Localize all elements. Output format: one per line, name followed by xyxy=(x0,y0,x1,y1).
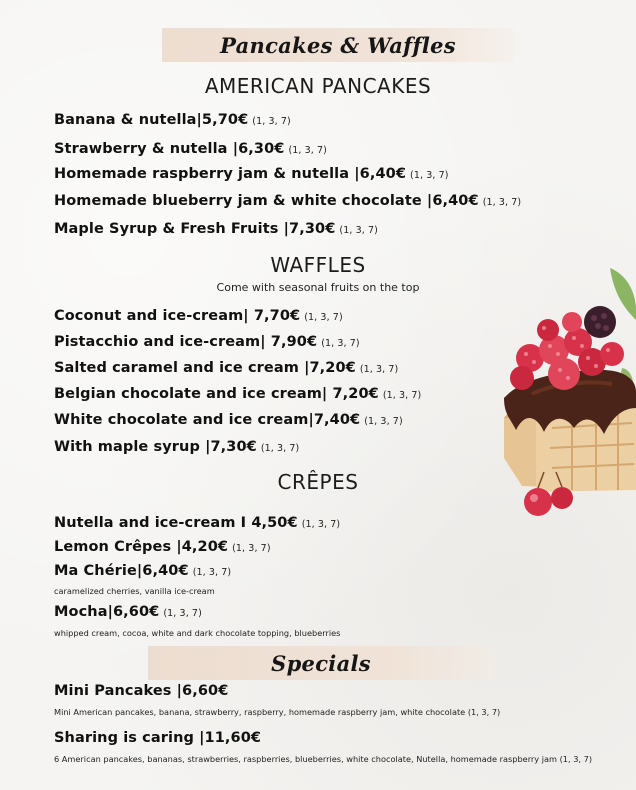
specials-title: Specials xyxy=(271,650,371,676)
item-name-price: Homemade blueberry jam & white chocolate |6,40€ xyxy=(54,193,479,209)
section-title-waffles: WAFFLES xyxy=(270,253,366,277)
waffle-with-berries-icon xyxy=(492,258,636,520)
item-name-price: Maple Syrup & Fresh Fruits |7,30€ xyxy=(54,221,336,237)
item-name-price: Mocha|6,60€ xyxy=(54,604,160,620)
menu-item xyxy=(54,308,343,324)
item-name-price: Homemade raspberry jam & nutella |6,40€ xyxy=(54,166,407,182)
allergens: (1, 3, 7) xyxy=(364,416,403,427)
menu-item xyxy=(54,683,228,699)
item-name-price: With maple syrup |7,30€ xyxy=(54,439,257,455)
menu-item xyxy=(54,166,449,182)
allergens: (1, 3, 7) xyxy=(359,364,399,375)
menu-item xyxy=(54,360,398,376)
item-name-price: Lemon Crêpes |4,20€ xyxy=(54,539,229,555)
allergens: (1, 3, 7) xyxy=(301,519,341,530)
menu-item xyxy=(54,193,521,209)
allergens: (1, 3, 7) xyxy=(252,116,291,127)
item-description: whipped cream, cocoa, white and dark chocolate topping, blueberries xyxy=(54,628,341,638)
item-name-price: Belgian chocolate and ice cream| 7,20€ xyxy=(54,386,379,402)
page-title: Pancakes & Waffles xyxy=(220,32,456,58)
allergens: (1, 3, 7) xyxy=(321,338,360,349)
allergens: (1, 3, 7) xyxy=(232,543,271,554)
item-name-price: Sharing is caring |11,60€ xyxy=(54,730,262,746)
allergens: (1, 3, 7) xyxy=(163,608,202,619)
item-description: caramelized cherries, vanilla ice-cream xyxy=(54,586,215,596)
waffles-note: Come with seasonal fruits on the top xyxy=(216,281,420,294)
menu-item xyxy=(54,112,291,128)
menu-item xyxy=(54,334,360,350)
menu-item xyxy=(54,515,340,531)
item-description: Mini American pancakes, banana, strawberry, raspberry, homemade raspberry jam, white chocolate (1, 3, 7) xyxy=(54,707,501,717)
allergens: (1, 3, 7) xyxy=(288,145,327,156)
item-name-price: Pistacchio and ice-cream| 7,90€ xyxy=(54,334,318,350)
menu-item xyxy=(54,539,271,555)
menu-item xyxy=(54,730,261,746)
item-name-price: Nutella and ice-cream I 4,50€ xyxy=(54,515,298,531)
title-banner xyxy=(162,28,514,62)
item-name-price: Banana & nutella|5,70€ xyxy=(54,112,249,128)
menu-item xyxy=(54,141,327,157)
section-title-crepes: CRÊPES xyxy=(277,470,359,494)
allergens: (1, 3, 7) xyxy=(482,197,522,208)
item-name-price: Ma Chérie|6,40€ xyxy=(54,563,189,579)
allergens: (1, 3, 7) xyxy=(304,312,343,323)
menu-item xyxy=(54,563,231,579)
item-description: 6 American pancakes, bananas, strawberries, raspberries, blueberries, white chocolate, Nutella, homemade raspberry jam (1, 3, 7) xyxy=(54,754,593,764)
menu-item xyxy=(54,604,202,620)
menu-item xyxy=(54,439,299,455)
section-title-american-pancakes: AMERICAN PANCAKES xyxy=(204,74,432,98)
item-name-price: Salted caramel and ice cream |7,20€ xyxy=(54,360,356,376)
allergens: (1, 3, 7) xyxy=(260,443,300,454)
item-name-price: Coconut and ice-cream| 7,70€ xyxy=(54,308,301,324)
item-name-price: White chocolate and ice cream|7,40€ xyxy=(54,412,361,428)
item-name-price: Mini Pancakes |6,60€ xyxy=(54,683,229,699)
menu-item xyxy=(54,386,421,402)
allergens: (1, 3, 7) xyxy=(382,390,422,401)
item-name-price: Strawberry & nutella |6,30€ xyxy=(54,141,285,157)
menu-item xyxy=(54,412,403,428)
specials-banner xyxy=(148,646,494,680)
allergens: (1, 3, 7) xyxy=(339,225,378,236)
menu-item xyxy=(54,221,378,237)
allergens: (1, 3, 7) xyxy=(410,170,449,181)
allergens: (1, 3, 7) xyxy=(192,567,232,578)
